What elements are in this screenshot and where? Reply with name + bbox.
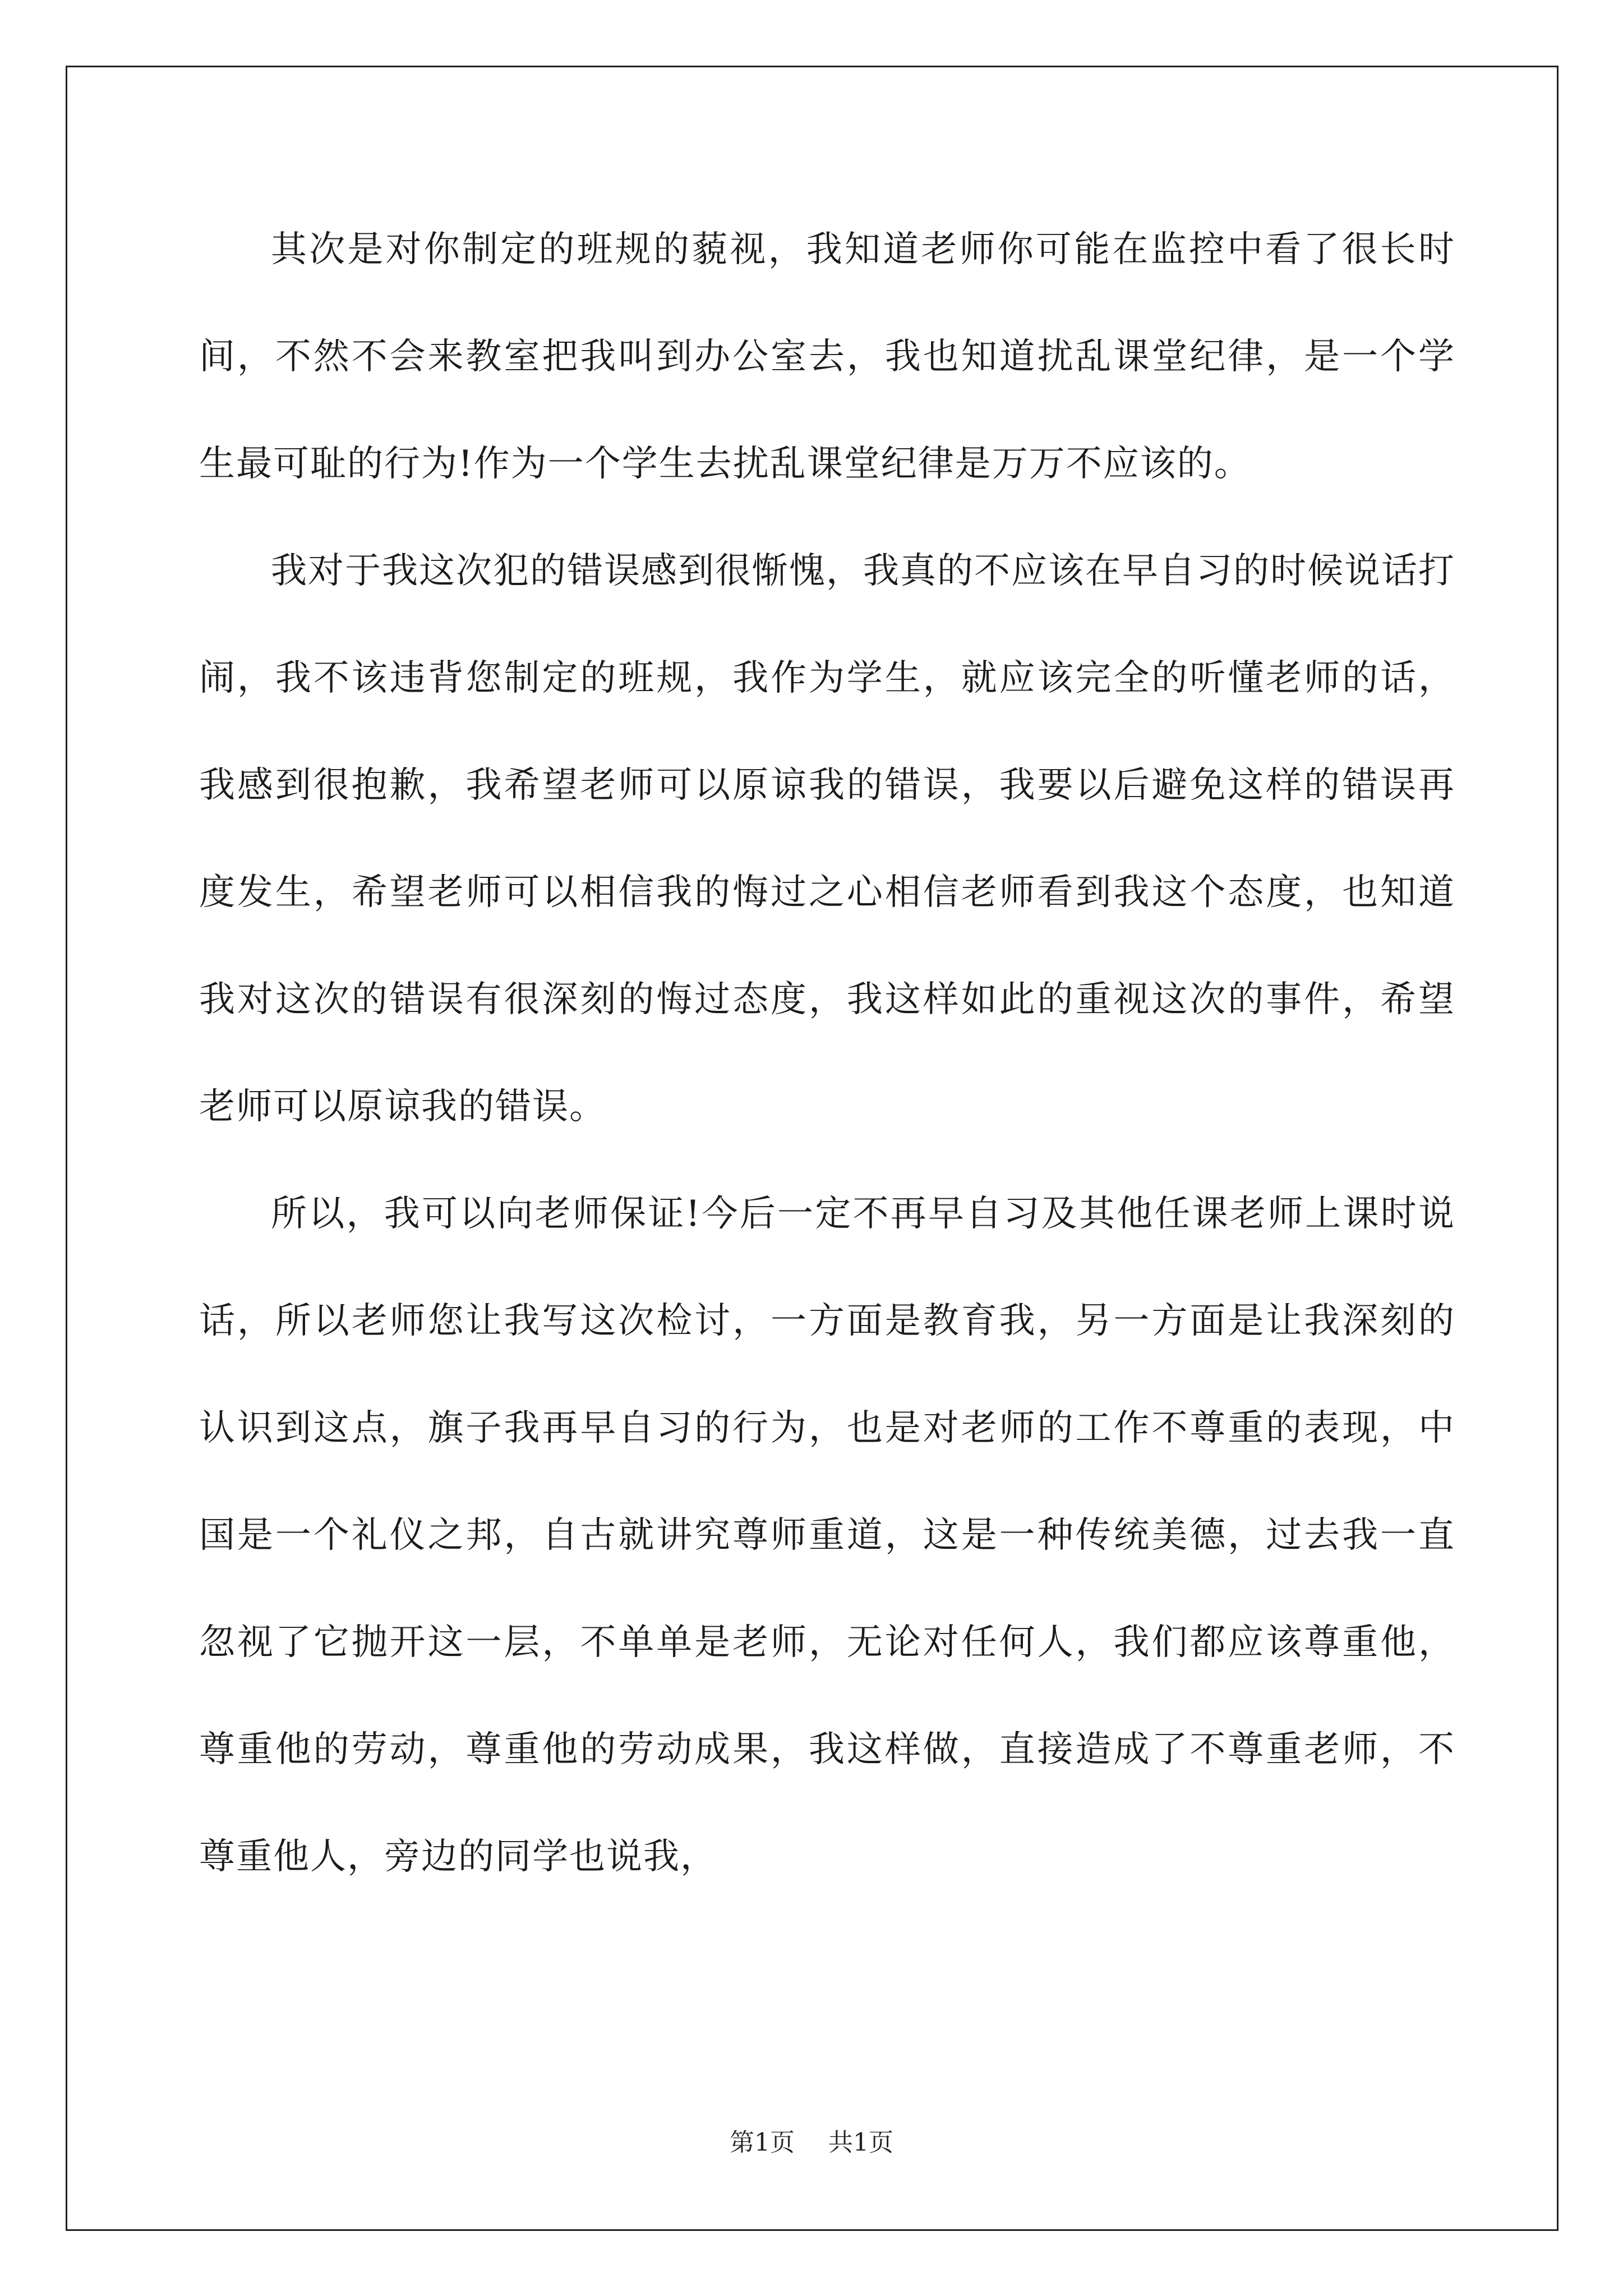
paragraph-1: 其次是对你制定的班规的藐视，我知道老师你可能在监控中看了很长时间，不然不会来教室把我叫到办公室去，我也知道扰乱课堂纪律，是一个学生最可耻的行为!作为一个学生去扰乱课堂纪律是万万不应该的。	[199, 229, 1455, 485]
page-count: 共1页	[828, 2128, 893, 2157]
paragraph-2: 我对于我这次犯的错误感到很惭愧，我真的不应该在早自习的时候说话打闹，我不该违背您制定的班规，我作为学生，就应该完全的听懂老师的话，我感到很抱歉，我希望老师可以原谅我的错误，我要以后避免这样的错误再度发生，希望老师可以相信我的悔过之心相信老师看到我这个态度，也知道我对这次的错误有很深刻的悔过态度，我这样如此的重视这次的事件，希望老师可以原谅我的错误。	[199, 550, 1455, 1128]
page-number: 第1页	[730, 2128, 795, 2157]
page-footer	[0, 2126, 1623, 2160]
paragraph-3: 所以，我可以向老师保证!今后一定不再早自习及其他任课老师上课时说话，所以老师您让我写这次检讨，一方面是教育我，另一方面是让我深刻的认识到这点，旗子我再早自习的行为，也是对老师的工作不尊重的表现，中国是一个礼仪之邦，自古就讲究尊师重道，这是一种传统美德，过去我一直忽视了它抛开这一层，不单单是老师，无论对任何人，我们都应该尊重他，尊重他的劳动，尊重他的劳动成果，我这样做，直接造成了不尊重老师，不尊重他人，旁边的同学也说我，	[199, 1193, 1455, 1878]
document-body	[199, 196, 1455, 1911]
